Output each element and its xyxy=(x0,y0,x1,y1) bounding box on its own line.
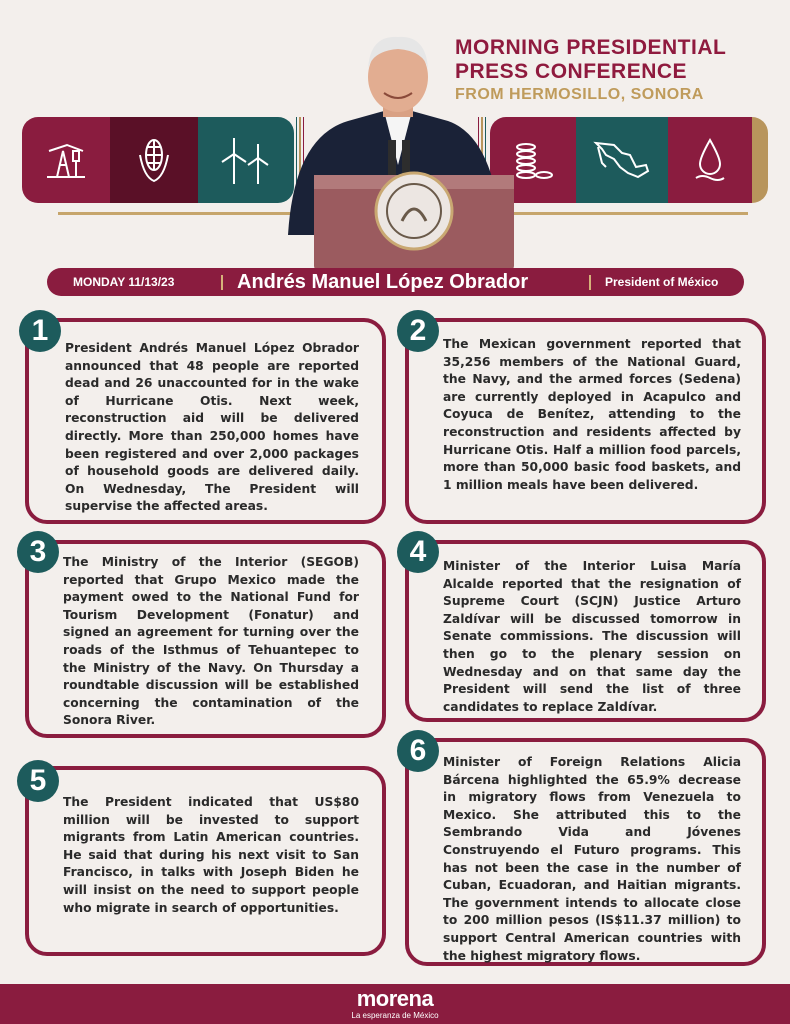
card-number-badge: 3 xyxy=(17,531,59,573)
date-bar xyxy=(47,268,744,296)
card-number-badge: 1 xyxy=(19,310,61,352)
corn-icon xyxy=(134,135,174,185)
card-number-badge: 6 xyxy=(397,730,439,772)
separator xyxy=(221,275,223,290)
card-number-badge: 2 xyxy=(397,310,439,352)
news-card-text: Minister of Foreign Relations Alicia Bárcena highlighted the 65.9% decrease in migratory flows from Venezuela to Mexico. She attributed this to the Sembrando Vida and Jóvenes Construyendo el Futuro programs. This has not been the case in the number of Cuban, Ecuadoran, and Haitian migrants. The government intends to allocate close to 200 million pesos (IS$11.37 million) to support Central American countries with the highest migratory flows. xyxy=(443,755,741,963)
icon-band-left xyxy=(22,117,294,203)
news-card-text: President Andrés Manuel López Obrador announced that 48 people are reported dead and 26 unaccounted for in the wake of Hurricane Otis. Next week, reconstruction aid will be delivered directly. More than 250,000 homes have been registered and over 2,000 packages of household goods are delivered daily. On Wednesday, The President will supervise the affected areas. xyxy=(65,341,359,514)
news-card-5 xyxy=(25,766,386,956)
water-drop-icon xyxy=(692,136,728,184)
morena-logo: morena xyxy=(356,986,434,1011)
news-card-2 xyxy=(405,318,766,524)
band-end-gold xyxy=(752,117,768,203)
news-card-text: The Mexican government reported that 35,256 members of the National Guard, the Navy, and the armed forces (Sedena) are currently deployed in Acapulco and Coyuca de Benítez, attending to the reconstruction and residents affected by Hurricane Otis. Half a million food parcels, more than 50,000 basic food baskets, and 1 million meals have been delivered. xyxy=(443,337,741,492)
news-card-6 xyxy=(405,738,766,966)
coins-icon xyxy=(510,137,556,183)
separator xyxy=(589,275,591,290)
news-card-4 xyxy=(405,540,766,722)
water-drop-tile xyxy=(668,117,752,203)
news-card-3 xyxy=(25,540,386,738)
news-card-text: Minister of the Interior Luisa María Alcalde reported that the resignation of Supreme Court (SCJN) Justice Arturo Zaldívar will be discussed tomorrow in Senate commissions. The discussion will then go to the plenary session on Wednesday and on that same day the President will send the list of three candidates to replace Zaldívar. xyxy=(443,559,741,714)
news-card-text: The President indicated that US$80 million will be invested to support migrants from Latin American countries. He said that during his next visit to San Francisco, in talks with Joseph Biden he will insist on the need to support people who migrate in search of opportunities. xyxy=(63,795,359,915)
icon-band-right xyxy=(490,117,768,203)
speaker-role: President of México xyxy=(605,275,719,289)
news-card-text: The Ministry of the Interior (SEGOB) reported that Grupo Mexico made the payment owed to the National Fund for Tourism Development (Fonatur) and signed an agreement for turning over the roads of the Isthmus of Tehuantepec to the Ministry of the Navy. On Thursday a roundtable discussion will be established concerning the contamination of the Sonora River. xyxy=(63,555,359,728)
header-line-3: FROM HERMOSILLO, SONORA xyxy=(455,86,704,103)
mexico-map-icon xyxy=(592,139,652,181)
conference-date: MONDAY 11/13/23 xyxy=(73,275,175,289)
header-line-1: MORNING PRESIDENTIAL xyxy=(455,36,727,59)
corn-tile xyxy=(110,117,198,203)
wind-turbine-icon xyxy=(218,134,274,186)
footer-tagline: La esperanza de México xyxy=(351,1011,439,1020)
oil-derrick-tile xyxy=(22,117,110,203)
card-number-badge: 5 xyxy=(17,760,59,802)
presenter-photo xyxy=(280,25,515,270)
header-line-2: PRESS CONFERENCE xyxy=(455,60,688,83)
mexico-map-tile xyxy=(576,117,668,203)
news-card-1 xyxy=(25,318,386,524)
oil-derrick-icon xyxy=(43,137,89,183)
speaker-name: Andrés Manuel López Obrador xyxy=(237,270,529,293)
footer-bar xyxy=(0,984,790,1024)
card-number-badge: 4 xyxy=(397,531,439,573)
